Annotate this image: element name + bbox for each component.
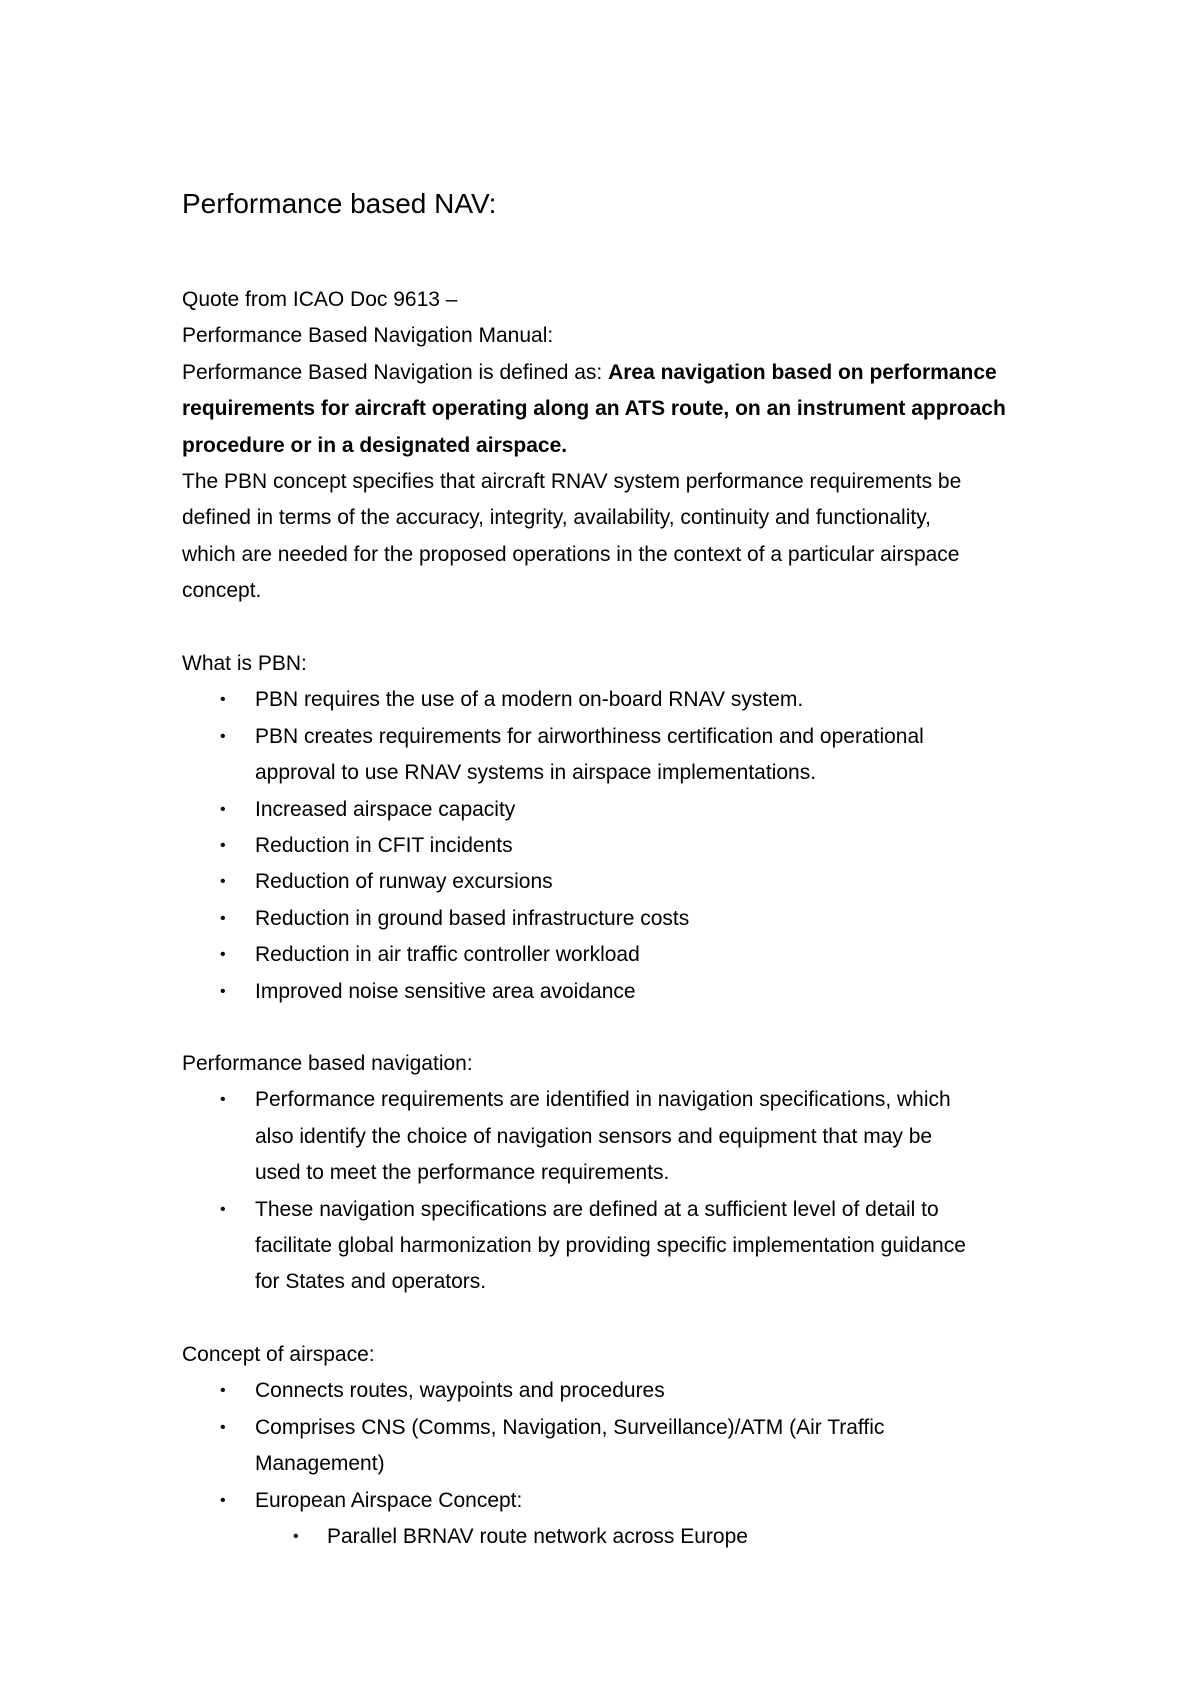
bullet-icon: • <box>220 1091 226 1109</box>
list-item-text: approval to use RNAV systems in airspace implementations. <box>255 761 817 785</box>
concept-of-airspace-section <box>182 1337 1052 1555</box>
list-item-text: Performance requirements are identified in navigation specifications, which <box>255 1088 951 1112</box>
list-item <box>182 1082 1052 1191</box>
bullet-icon: • <box>220 873 226 891</box>
bullet-icon: • <box>220 1418 226 1436</box>
section-heading: Concept of airspace: <box>182 1343 375 1366</box>
quote-section <box>182 282 1052 610</box>
bullet-icon: • <box>220 1382 226 1400</box>
list-item-text: facilitate global harmonization by providing specific implementation guidance <box>255 1234 966 1258</box>
list-item <box>182 1192 1052 1301</box>
concept-line-1: The PBN concept specifies that aircraft RNAV system performance requirements be <box>182 470 962 494</box>
bullet-icon: • <box>220 982 226 1000</box>
document-title: Performance based NAV: <box>182 188 497 219</box>
list-item-text: Connects routes, waypoints and procedures <box>255 1379 665 1403</box>
list-item-text: also identify the choice of navigation sensors and equipment that may be <box>255 1124 933 1148</box>
list-item <box>182 682 1052 718</box>
list-item-text: used to meet the performance requirements. <box>255 1161 670 1185</box>
list-item <box>182 974 1052 1010</box>
bullet-icon: • <box>220 727 226 745</box>
list-item-text: These navigation specifications are defined at a sufficient level of detail to <box>255 1197 939 1221</box>
bullet-icon: • <box>220 837 226 855</box>
bullet-icon: • <box>220 946 226 964</box>
list-item-text: Comprises CNS (Comms, Navigation, Surveillance)/ATM (Air Traffic <box>255 1415 885 1439</box>
list-item <box>182 828 1052 864</box>
airspace-list <box>182 1373 1052 1555</box>
list-item-text: European Airspace Concept: <box>255 1488 523 1512</box>
list-item <box>182 864 1052 900</box>
list-item <box>182 719 1052 792</box>
what-is-pbn-section <box>182 646 1052 1010</box>
concept-line-2: defined in terms of the accuracy, integrity, availability, continuity and functionality, <box>182 506 931 530</box>
list-item-text: for States and operators. <box>255 1270 487 1294</box>
list-item <box>182 937 1052 973</box>
list-item <box>182 1410 1052 1483</box>
bullet-icon: • <box>220 909 226 927</box>
bullet-icon: • <box>293 1528 299 1546</box>
list-item-text: Reduction in ground based infrastructure costs <box>255 906 690 930</box>
definition-line <box>182 355 1052 391</box>
definition-bold-3: procedure or in a designated airspace. <box>182 433 568 457</box>
list-item-text: Reduction in air traffic controller workload <box>255 943 640 967</box>
bullet-icon: • <box>220 1200 226 1218</box>
definition-bold-1: Area navigation based on performance <box>608 360 997 384</box>
what-is-pbn-list <box>182 682 1052 1010</box>
performance-based-navigation-section <box>182 1046 1052 1301</box>
list-item-text: PBN creates requirements for airworthiness certification and operational <box>255 724 924 748</box>
sub-list-item <box>182 1519 1052 1555</box>
list-item-text: Improved noise sensitive area avoidance <box>255 979 636 1003</box>
concept-line-4: concept. <box>182 579 262 603</box>
list-item <box>182 1373 1052 1409</box>
list-item-text: Parallel BRNAV route network across Europe <box>327 1525 748 1549</box>
quote-manual-line: Performance Based Navigation Manual: <box>182 324 554 348</box>
list-item-text: Reduction in CFIT incidents <box>255 834 513 858</box>
section-heading: What is PBN: <box>182 652 307 675</box>
list-item <box>182 901 1052 937</box>
definition-intro: Performance Based Navigation is defined as: <box>182 360 609 384</box>
list-item-text: Increased airspace capacity <box>255 797 516 821</box>
list-item <box>182 792 1052 828</box>
section-heading: Performance based navigation: <box>182 1052 473 1075</box>
bullet-icon: • <box>220 1491 226 1509</box>
bullet-icon: • <box>220 800 226 818</box>
concept-line-3: which are needed for the proposed operations in the context of a particular airspace <box>182 542 960 566</box>
list-item-text: Reduction of runway excursions <box>255 870 553 894</box>
quote-source-line: Quote from ICAO Doc 9613 – <box>182 288 458 311</box>
list-item-text: Management) <box>255 1452 385 1476</box>
definition-bold-2: requirements for aircraft operating along an ATS route, on an instrument approach <box>182 397 1006 421</box>
pbn-requirements-list <box>182 1082 1052 1300</box>
list-item <box>182 1483 1052 1519</box>
list-item-text: PBN requires the use of a modern on-board RNAV system. <box>255 688 804 712</box>
bullet-icon: • <box>220 691 226 709</box>
